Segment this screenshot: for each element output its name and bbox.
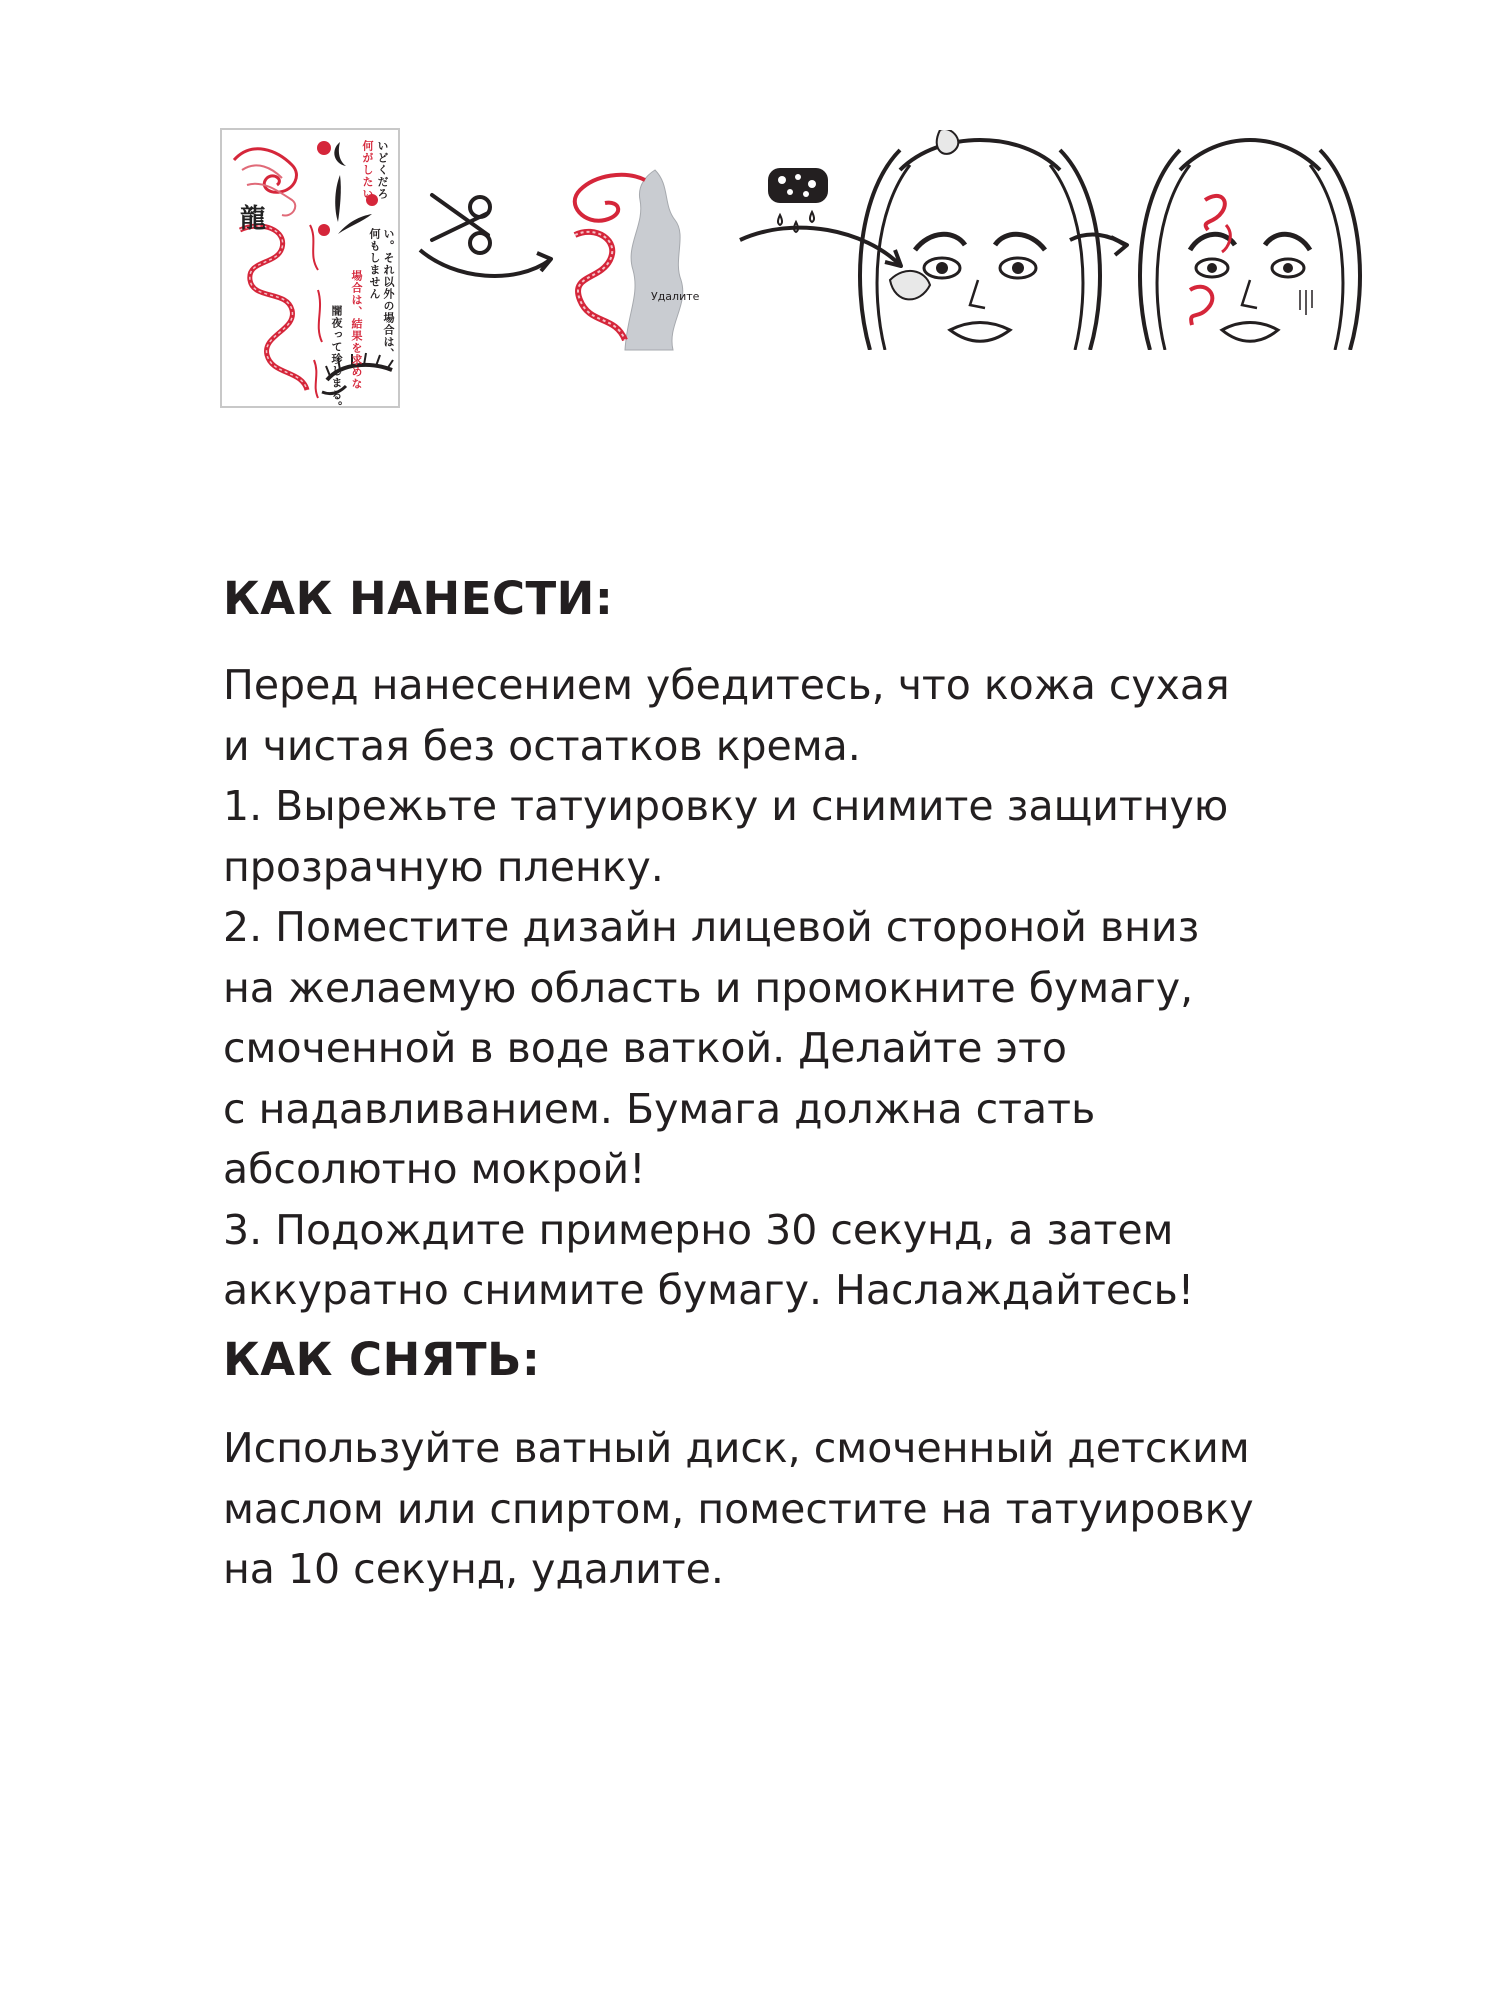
sheet-text-3: い。それ以外の場合は、: [382, 228, 395, 360]
apply-line: 2. Поместите дизайн лицевой стороной вниз: [223, 903, 1200, 951]
remove-instructions: [223, 1418, 1254, 1600]
arrow-icon: [415, 205, 565, 285]
remove-label: Удалите: [651, 290, 700, 303]
sheet-text-2: 何がしたい: [361, 140, 374, 200]
apply-line: с надавливанием. Бумага должна стать: [223, 1084, 1096, 1133]
remove-heading: КАК СНЯТЬ:: [223, 1333, 541, 1386]
apply-line: на желаемую область и промокните бумагу,: [223, 963, 1194, 1012]
remove-line: на 10 секунд, удалите.: [223, 1545, 724, 1593]
apply-heading: КАК НАНЕСТИ:: [223, 572, 614, 625]
instructions-illustration: [0, 0, 1500, 500]
apply-line: 3. Подождите примерно 30 секунд, а затем: [223, 1205, 1174, 1254]
remove-line: маслом или спиртом, поместите на татуировку: [223, 1484, 1254, 1533]
tattoo-sheet: [220, 128, 400, 413]
apply-line: абсолютно мокрой!: [223, 1145, 646, 1193]
apply-line: смоченной в воде ваткой. Делайте это: [223, 1024, 1068, 1072]
apply-instructions: [223, 655, 1230, 1321]
apply-line: аккуратно снимите бумагу. Наслаждайтесь!: [223, 1266, 1195, 1314]
apply-line: прозрачную пленку.: [223, 842, 664, 891]
apply-line: и чистая без остатков крема.: [223, 721, 861, 770]
apply-line: 1. Вырежьте татуировку и снимите защитную: [223, 782, 1229, 830]
sheet-kanji: 龍: [240, 204, 267, 234]
remove-line: Используйте ватный диск, смоченный детским: [223, 1424, 1250, 1472]
sheet-text-5: 場合は、結果を求めな: [350, 270, 363, 390]
cut-tattoo-film: [555, 165, 745, 355]
sheet-text-6: 闇夜って珍しまる。: [330, 305, 343, 413]
arrow-icon: [1065, 225, 1135, 265]
apply-line: Перед нанесением убедитесь, что кожа сухая: [223, 661, 1230, 709]
sheet-text-1: いどくだろ: [376, 140, 389, 200]
sheet-text-4: 何もしません: [368, 228, 381, 300]
face-with-tattoo-icon: [1130, 130, 1370, 350]
